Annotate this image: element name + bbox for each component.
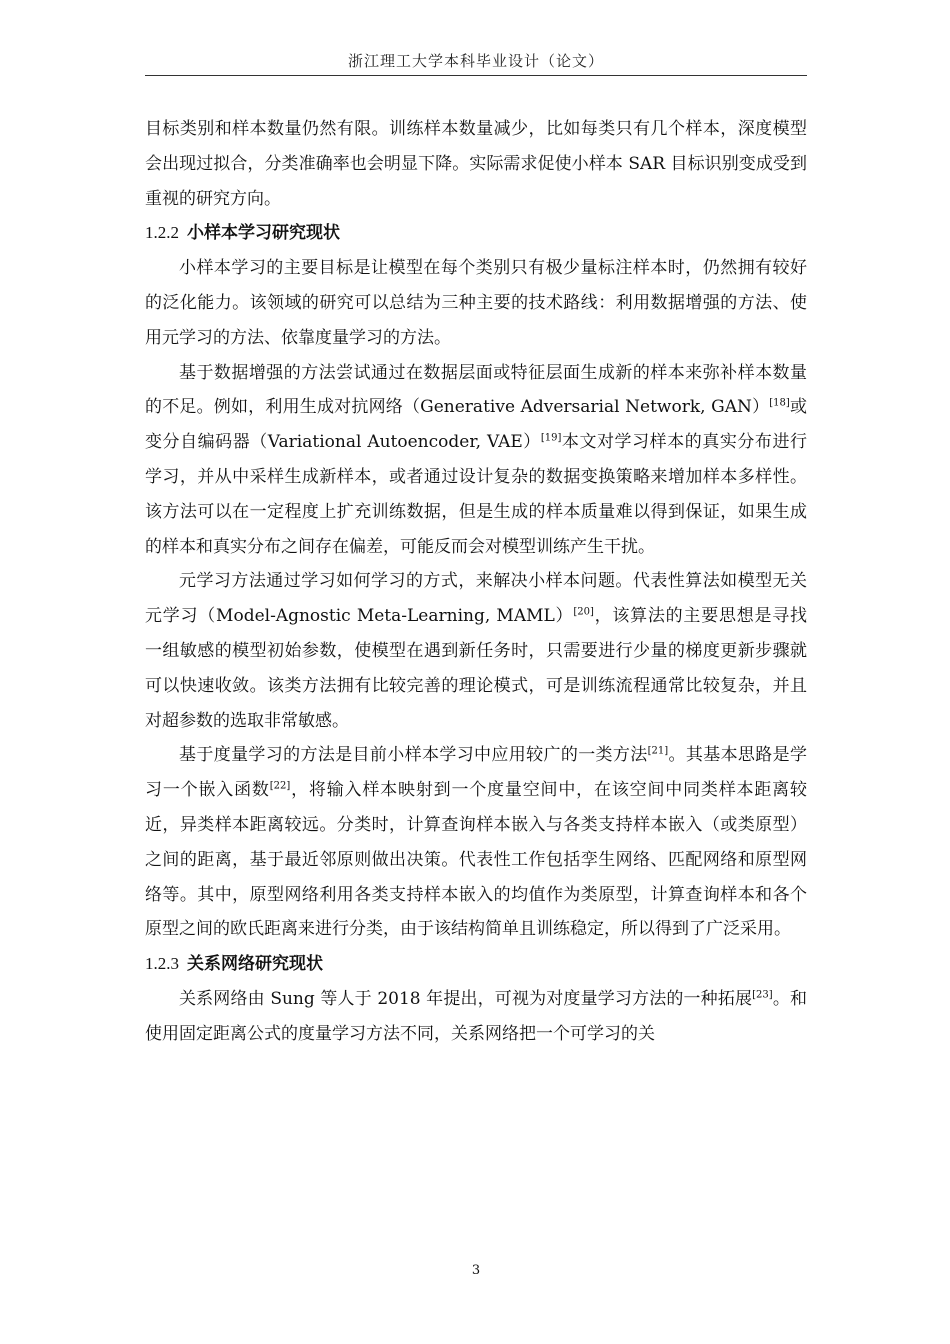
section-heading-1-2-2: [145, 216, 807, 251]
section-heading-1-2-3: [145, 947, 807, 982]
citation: [22]: [269, 780, 291, 792]
citation: [21]: [647, 745, 669, 757]
running-header: 浙江理工大学本科毕业设计（论文）: [347, 52, 604, 70]
page-number: 3: [471, 1263, 481, 1278]
section-title: 小样本学习研究现状: [187, 223, 340, 244]
text-run: 。和使用固定距离公式的度量学习方法不同，关系网络把一个可学习的关: [145, 988, 807, 1044]
text-run: 关系网络由 Sung 等人于 2018 年提出，可视为对度量学习方法的一种拓展: [179, 988, 753, 1009]
paragraph-4: [145, 738, 807, 947]
text-run: 或变分自编码器（Variational Autoencoder, VAE）: [145, 397, 807, 453]
paragraph-1: 小样本学习的主要目标是让模型在每个类别只有极少量标注样本时，仍然拥有较好的泛化能力。该领域的研究可以总结为三种主要的技术路线：利用数据增强的方法、使用元学习的方法、依靠度量学习的方法。: [145, 258, 807, 348]
section-number: 1.2.2: [145, 223, 179, 243]
paragraph-2: [145, 356, 807, 565]
text-run: 本文对学习样本的真实分布进行学习，并从中采样生成新样本，或者通过设计复杂的数据变换策略来增加样本多样性。该方法可以在一定程度上扩充训练数据，但是生成的样本质量难以得到保证，如果生成的样本和真实分布之间存在偏差，可能反而会对模型训练产生干扰。: [145, 432, 807, 557]
paragraph-0: 目标类别和样本数量仍然有限。训练样本数量减少，比如每类只有几个样本，深度模型会出现过拟合，分类准确率也会明显下降。实际需求促使小样本 SAR 目标识别变成受到重视的研究方向。: [145, 119, 807, 209]
body-text: [145, 112, 807, 1052]
text-run: ，将输入样本映射到一个度量空间中，在该空间中同类样本距离较近，异类样本距离较远。分类时，计算查询样本嵌入与各类支持样本嵌入（或类原型）之间的距离，基于最近邻原则做出决策。代表性工作包括孪生网络、匹配网络和原型网络等。其中，原型网络利用各类支持样本嵌入的均值作为类原型，计算查询样本和各个原型之间的欧氏距离来进行分类，由于该结构简单且训练稳定，所以得到了广泛采用。: [145, 780, 808, 940]
citation: [19]: [540, 432, 562, 444]
text-run: 。其基本思路是学习一个嵌入函数: [145, 745, 808, 801]
citation: [23]: [752, 989, 773, 1001]
section-title: 关系网络研究现状: [187, 954, 323, 975]
header-rule: [145, 75, 807, 76]
text-run: 基于度量学习的方法是目前小样本学习中应用较广的一类方法: [179, 745, 648, 766]
text-run: 元学习方法通过学习如何学习的方式，来解决小样本问题。代表性算法如模型无关元学习（Model-Agnostic Meta-Learning, MAML）: [145, 571, 807, 627]
text-run: ，该算法的主要思想是寻找一组敏感的模型初始参数，使模型在遇到新任务时，只需要进行少量的梯度更新步骤就可以快速收敛。该类方法拥有比较完善的理论模式，可是训练流程通常比较复杂，并且对超参数的选取非常敏感。: [145, 606, 807, 731]
citation: [18]: [769, 397, 790, 409]
citation: [20]: [573, 606, 594, 618]
paragraph-5: [145, 982, 807, 1052]
text-run: 基于数据增强的方法尝试通过在数据层面或特征层面生成新的样本来弥补样本数量的不足。例如，利用生成对抗网络（Generative Adversarial Network, GAN）: [145, 362, 807, 418]
paragraph-3: [145, 564, 807, 738]
section-number: 1.2.3: [145, 954, 179, 974]
